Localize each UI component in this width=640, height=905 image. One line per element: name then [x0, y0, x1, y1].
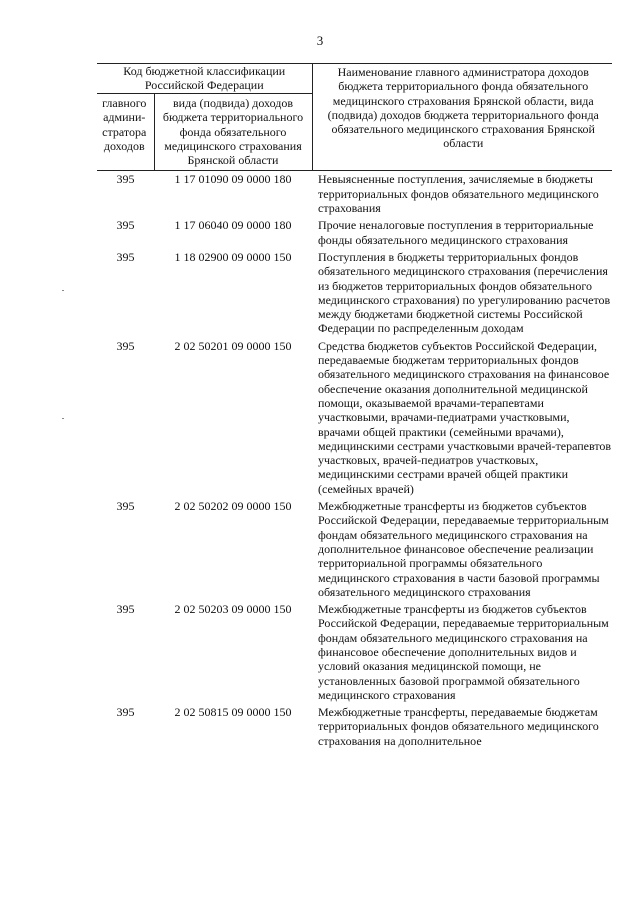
table-row: [97, 171, 612, 217]
header-administrator-name: Наименование главного администратора доходов бюджета территориального фонда обязательного медицинского страхования Брянской области, вида (подвида) доходов бюджета территориального фонда обязательного медицинского страхования Брянской области: [312, 64, 612, 171]
revenue-name-cell: Прочие неналоговые поступления в территориальные фонды обязательного медицинского страхования: [318, 218, 594, 247]
admin-code-cell: 395: [116, 499, 135, 514]
margin-mark: [62, 290, 64, 291]
table-row: [97, 498, 612, 601]
table-row: [97, 601, 612, 704]
revenue-code-cell: 2 02 50202 09 0000 150: [174, 499, 292, 514]
admin-code-cell: 395: [116, 602, 135, 617]
revenue-name-cell: Поступления в бюджеты территориальных фондов обязательного медицинского страхования (перечисления из бюджетов территориальных фондов обязательного медицинского страхования) по урегулированию расчетов между бюджетами бюджетной системы Российской Федерации по распределенным доходам: [318, 249, 611, 336]
admin-code-cell: 395: [116, 705, 135, 720]
table-row: [97, 217, 612, 249]
admin-code-cell: 395: [116, 218, 135, 233]
table-row: [97, 704, 612, 750]
revenue-code-cell: 1 17 01090 09 0000 180: [174, 172, 292, 187]
revenue-code-cell: 2 02 50815 09 0000 150: [174, 705, 292, 720]
admin-code-cell: 395: [116, 249, 135, 264]
revenue-name-cell: Средства бюджетов субъектов Российской Федерации, передаваемые бюджетам территориальных фондов обязательного медицинского страхования на финансовое обеспечение оказания дополнительной медицинской помощи, оказываемой врачами-терапевтами участковыми, врачами-педиатрами участковыми, врачами общей практики (семейными врачами), медицинскими сестрами участковыми врачей-терапевтов участковых, врачей-педиатров участковых, медицинскими сестрами врачей общей практики (семейных врачей): [318, 338, 612, 496]
header-chief-administrator: главного админи-стратора доходов: [97, 94, 154, 171]
admin-code-cell: 395: [116, 338, 135, 353]
revenue-code-cell: 2 02 50201 09 0000 150: [174, 338, 292, 353]
table-body: [97, 171, 612, 750]
table-row: [97, 338, 612, 498]
page-number: 3: [316, 33, 324, 48]
revenue-classification-table: [97, 63, 612, 750]
revenue-name-cell: Межбюджетные трансферты из бюджетов субъектов Российской Федерации, передаваемые территориальным фондам обязательного медицинского страхования на финансовое обеспечение дополнительных видов и условий оказания медицинской помощи, не установленных базовой программой обязательного медицинского страхования: [318, 602, 609, 702]
revenue-name-cell: Межбюджетные трансферты из бюджетов субъектов Российской Федерации, передаваемые территориальным фондам обязательного медицинского страхования на дополнительное финансовое обеспечение реализации территориальной программы обязательного медицинского страхования в части базовой программы обязательного медицинского страхования: [318, 499, 609, 599]
revenue-code-cell: 2 02 50203 09 0000 150: [174, 602, 292, 617]
admin-code-cell: 395: [116, 172, 135, 187]
header-budget-classification-code: Код бюджетной классификации Российской Федерации: [97, 64, 312, 94]
revenue-code-cell: 1 17 06040 09 0000 180: [174, 218, 292, 233]
revenue-code-cell: 1 18 02900 09 0000 150: [174, 249, 292, 264]
revenue-name-cell: Невыясненные поступления, зачисляемые в бюджеты территориальных фондов обязательного медицинского страхования: [318, 172, 599, 216]
table-row: [97, 249, 612, 338]
header-revenue-kind: вида (подвида) доходов бюджета территориального фонда обязательного медицинского страхования Брянской области: [154, 94, 312, 171]
margin-mark: [62, 418, 64, 419]
revenue-name-cell: Межбюджетные трансферты, передаваемые бюджетам территориальных фондов обязательного медицинского страхования на дополнительное: [318, 705, 599, 748]
